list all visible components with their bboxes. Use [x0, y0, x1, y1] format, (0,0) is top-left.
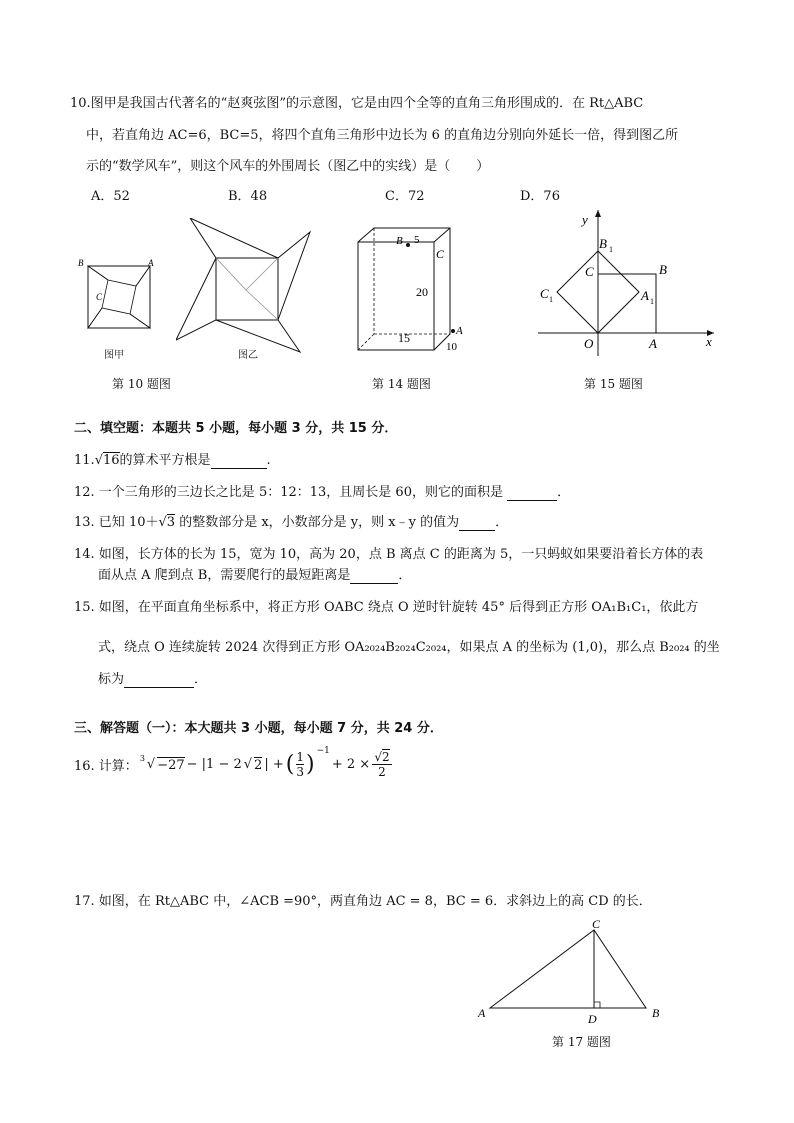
q10-option-d: D．76 — [520, 189, 560, 204]
q15-end: ． — [194, 672, 208, 687]
fig17-b: B — [652, 1006, 660, 1020]
q13-radicand: 3 — [166, 515, 176, 530]
fig10-label-b: B — [78, 258, 84, 268]
q14-answer-blank[interactable] — [350, 568, 398, 584]
fig10-jia-label: 图甲 — [104, 350, 124, 361]
fig15-b1: B — [599, 236, 607, 251]
q13-end: ． — [495, 515, 509, 530]
q16-m27: −27 — [157, 757, 185, 773]
q15-text: 标为 — [98, 672, 125, 687]
fig15-coords — [532, 206, 722, 358]
q10-line1: 10.图甲是我国古代著名的“赵爽弦图”的示意图，它是由四个全等的直角三角形围成的．在 Rt△ABC — [70, 96, 644, 111]
fig14-cuboid — [350, 222, 470, 354]
fig15-a1: A — [641, 288, 649, 303]
fig10-label-c: C — [96, 292, 103, 302]
q16-cube-index: 3 — [139, 754, 145, 763]
fig15-o: O — [584, 336, 594, 351]
fig15-c1-sub: 1 — [549, 295, 553, 304]
paren-left: ( — [285, 752, 295, 777]
fig14-len20: 20 — [416, 285, 428, 299]
sqrt-icon: √ — [94, 453, 103, 468]
q16-expr3: + 2 × — [331, 757, 371, 772]
q16-frac-den: 3 — [296, 765, 304, 779]
q16-frac-num: 1 — [296, 750, 304, 764]
fig14-len5: 5 — [414, 234, 420, 246]
fig15-caption: 第 15 题图 — [584, 377, 643, 391]
q13-text: 的整数部分是 x，小数部分是 y，则 x﹣y 的值为 — [179, 515, 460, 530]
q10-option-c: C．72 — [385, 189, 425, 204]
paren-right: ) — [305, 752, 315, 777]
q11-answer-blank[interactable] — [211, 453, 267, 469]
fig10-label-a: A — [148, 258, 154, 268]
fig10-yi — [176, 218, 312, 354]
q12-end: ． — [557, 485, 571, 500]
fig10-yi-label: 图乙 — [238, 350, 258, 361]
fig10-caption: 第 10 题图 — [112, 377, 171, 391]
q16-exp: −1 — [316, 745, 330, 756]
fig17-c: C — [592, 918, 601, 931]
q16-frac2-num: √2 — [374, 750, 390, 764]
q12-answer-blank[interactable] — [507, 485, 557, 501]
fig15-a1-sub: 1 — [650, 297, 654, 306]
q16-expr2: | + — [264, 757, 284, 772]
q16-pre: 16. 计算： — [74, 759, 138, 774]
section3-title: 三、解答题（一）：本大题共 3 小题，每小题 7 分，共 24 分． — [74, 721, 443, 736]
fig17-triangle — [476, 918, 676, 1026]
q11-end: . — [266, 453, 271, 468]
q10-option-a: A．52 — [91, 189, 130, 204]
q11-radicand: 16 — [102, 453, 120, 468]
q16-fraction — [296, 750, 304, 779]
fig17-d: D — [588, 1012, 597, 1026]
q13-answer-blank[interactable] — [459, 515, 495, 531]
q10-option-b: B．48 — [228, 189, 268, 204]
fig15-x: x — [706, 334, 712, 349]
fig14-label-c: C — [436, 247, 445, 261]
fig14-len10: 10 — [446, 341, 457, 353]
q15-line2: 式，绕点 O 连续旋转 2024 次得到正方形 OA₂₀₂₄B₂₀₂₄C₂₀₂₄，如果点 A 的坐标为 (1,0)，那么点 B₂₀₂₄ 的坐 — [98, 640, 720, 655]
q16-expr1: − |1 − 2 — [186, 757, 242, 772]
q12 — [74, 481, 570, 501]
q13 — [74, 511, 508, 531]
q16-two: 2 — [254, 757, 263, 773]
fig15-a: A — [649, 336, 657, 351]
q10-line3: 示的“数学风车”，则这个风车的外围周长（图乙中的实线）是（ ） — [86, 159, 490, 174]
fig15-c: C — [585, 264, 594, 279]
q15-line3 — [98, 668, 207, 688]
q16-frac2-den: 2 — [372, 764, 392, 779]
q10-line2: 中，若直角边 AC=6，BC=5，将四个直角三角形中边长为 6 的直角边分别向外延长一倍，得到图乙所 — [86, 128, 679, 143]
fig15-b: B — [659, 262, 667, 277]
q11 — [74, 449, 271, 469]
fig15-b1-sub: 1 — [609, 245, 613, 254]
sqrt-icon: √ — [243, 757, 253, 772]
q14-line1: 14. 如图，长方体的长为 15，宽为 10，高为 20，点 B 离点 C 的距离为 5，一只蚂蚁如果要沿着长方体的表 — [74, 547, 704, 562]
fig14-label-a: A — [456, 325, 463, 337]
fig14-caption: 第 14 题图 — [372, 377, 431, 391]
q11-num: 11. — [74, 453, 95, 468]
fig17-caption: 第 17 题图 — [552, 1035, 611, 1049]
fig14-label-b: B — [396, 235, 403, 247]
fig15-y: y — [582, 212, 588, 227]
q14-line2 — [98, 564, 411, 584]
q15-answer-blank[interactable] — [124, 672, 194, 688]
fig17-a: A — [478, 1006, 486, 1020]
q13-pre: 13. 已知 10＋ — [74, 515, 159, 530]
sqrt-icon: √ — [158, 515, 167, 530]
q15-line1: 15. 如图，在平面直角坐标系中，将正方形 OABC 绕点 O 逆时针旋转 45° 后得到正方形 OA₁B₁C₁，依此方 — [74, 600, 699, 615]
q12-text: 12. 一个三角形的三边长之比是 5：12：13，且周长是 60，则它的面积是 — [74, 485, 503, 500]
q14-text: 面从点 A 爬到点 B，需要爬行的最短距离是 — [98, 568, 351, 583]
q16 — [74, 745, 392, 779]
q17-text: 17. 如图，在 Rt△ABC 中，∠ACB =90°，两直角边 AC = 8，BC = 6．求斜边上的高 CD 的长． — [74, 894, 652, 909]
q16-fraction2 — [372, 750, 392, 779]
section2-title: 二、填空题：本题共 5 小题，每小题 3 分，共 15 分． — [74, 421, 398, 436]
sqrt-icon: √ — [374, 750, 382, 764]
cbrt-icon: √ — [146, 757, 156, 772]
q11-text: 的算术平方根是 — [119, 453, 211, 468]
fig14-len15: 15 — [398, 331, 410, 345]
fig15-c1: C — [540, 286, 549, 301]
fig10-jia — [78, 256, 158, 336]
q14-end: ． — [398, 568, 412, 583]
